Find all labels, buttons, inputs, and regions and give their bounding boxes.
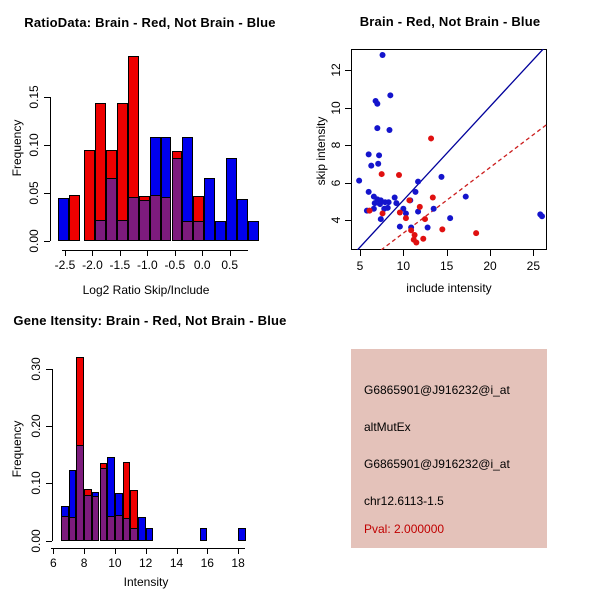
y-axis-tick [44, 193, 50, 194]
data-point-blue [447, 215, 453, 221]
y-tick-label: 0.10 [29, 471, 43, 495]
data-point-blue [385, 205, 391, 211]
hist-bar-blue [215, 221, 226, 241]
data-point-blue [438, 174, 444, 180]
data-point-red [406, 197, 412, 203]
y-axis-tick [46, 483, 52, 484]
x-axis-tick [92, 251, 93, 256]
y-axis-tick [46, 426, 52, 427]
x-tick-label: 8 [80, 556, 88, 570]
y-axis-line [50, 97, 51, 241]
y-tick-label: 0.15 [27, 85, 41, 109]
y-tick-label: 4 [329, 216, 343, 224]
scatter-plot-area [351, 49, 547, 250]
hist-bar-blue [204, 178, 215, 240]
y-tick-label: 8 [329, 141, 343, 149]
data-point-blue [392, 195, 398, 201]
hist-bar-overlap [61, 516, 69, 541]
hist-bar-overlap [76, 445, 84, 541]
x-axis-tick [65, 251, 66, 256]
x-axis-line [62, 250, 248, 251]
hist-bar-overlap [172, 158, 183, 241]
data-point-blue [431, 206, 437, 212]
data-point-blue [387, 92, 393, 98]
data-point-blue [463, 194, 469, 200]
x-tick-label: -2.0 [82, 258, 103, 272]
y-tick-label: 10 [329, 100, 343, 115]
hist-bar-overlap [92, 496, 100, 541]
data-point-red [403, 215, 409, 221]
y-axis-tick [44, 97, 50, 98]
scatter-title: Brain - Red, Not Brain - Blue [359, 14, 541, 29]
data-point-blue [397, 224, 403, 230]
hist-bar-blue [146, 528, 154, 541]
hist-bar-blue [200, 528, 208, 541]
x-tick-label: 5 [356, 259, 364, 273]
data-point-blue [386, 127, 392, 133]
data-point-red [397, 210, 403, 216]
data-point-blue [374, 101, 380, 107]
hist-bar-blue [238, 528, 246, 541]
x-axis-tick [147, 251, 148, 256]
probe-id-line: G6865901@J916232@i_at [364, 383, 510, 397]
x-tick-label: 0.0 [193, 258, 211, 272]
data-point-blue [393, 200, 399, 206]
x-tick-label: 16 [200, 556, 214, 570]
y-tick-label: 0.05 [27, 181, 41, 205]
pval-text: Pval: 2.000000 [364, 522, 445, 536]
hist-bar-overlap [193, 221, 204, 241]
data-point-blue [386, 199, 392, 205]
data-point-red [422, 216, 428, 222]
hist-bar-overlap [128, 197, 139, 241]
hist-bar-overlap [130, 528, 138, 541]
data-point-red [428, 135, 434, 141]
scatter-ylabel: skip intensity [314, 116, 328, 186]
data-point-blue [378, 216, 384, 222]
data-point-blue [380, 52, 386, 58]
data-point-red [420, 236, 426, 242]
hist-bar-red [84, 150, 95, 241]
data-point-red [417, 204, 423, 210]
y-tick-label: 12 [329, 63, 343, 77]
y-axis-tick [44, 145, 50, 146]
x-tick-label: 18 [231, 556, 245, 570]
y-tick-label: 0.00 [27, 229, 41, 253]
y-tick-label: 0.20 [29, 414, 43, 438]
info-box [351, 349, 547, 548]
event-type-line: altMutEx [364, 420, 411, 434]
hist-bar-overlap [95, 220, 106, 241]
x-tick-label: 12 [139, 556, 153, 570]
x-axis-tick [230, 251, 231, 256]
x-tick-label: 20 [483, 259, 497, 273]
data-point-blue [374, 125, 380, 131]
x-axis-tick [84, 549, 85, 554]
y-tick-label: 0.10 [27, 133, 41, 157]
hist-bar-overlap [117, 220, 128, 241]
brain-fit-line [381, 124, 547, 250]
data-point-red [379, 171, 385, 177]
gene-histogram-title: Gene Itensity: Brain - Red, Not Brain - Blue [13, 313, 287, 328]
hist-bar-overlap [107, 516, 115, 541]
x-axis-line [51, 548, 245, 549]
data-point-blue [372, 200, 378, 206]
ratio-histogram-ylabel: Frequency [10, 119, 24, 177]
data-point-blue [376, 152, 382, 158]
hist-bar-blue [226, 158, 237, 241]
x-tick-label: 6 [49, 556, 57, 570]
y-axis-tick [46, 369, 52, 370]
x-axis-tick [533, 250, 534, 256]
gene-histogram-ylabel: Frequency [10, 420, 24, 478]
data-point-red [396, 172, 402, 178]
x-tick-label: -0.5 [164, 258, 186, 272]
hist-bar-red [69, 195, 80, 241]
x-axis-tick [120, 251, 121, 256]
x-tick-label: 14 [169, 556, 184, 570]
hist-bar-overlap [139, 200, 150, 240]
y-axis-tick [46, 541, 52, 542]
hist-bar-blue [138, 517, 146, 541]
data-point-blue [366, 189, 372, 195]
hist-bar-blue [58, 198, 69, 240]
data-point-red [430, 195, 436, 201]
data-point-blue [539, 213, 545, 219]
data-point-red [380, 210, 386, 216]
y-axis-line [52, 369, 53, 541]
x-axis-tick [403, 250, 404, 256]
data-point-blue [377, 201, 383, 207]
x-axis-tick [360, 250, 361, 256]
hist-bar-blue [237, 199, 248, 240]
x-axis-tick [447, 250, 448, 256]
data-point-blue [366, 151, 372, 157]
hist-bar-overlap [69, 517, 77, 541]
x-axis-tick [490, 250, 491, 256]
x-axis-tick [207, 549, 208, 554]
x-axis-tick [53, 549, 54, 554]
x-axis-tick [177, 549, 178, 554]
x-tick-label: -1.5 [109, 258, 131, 272]
y-tick-label: 0.00 [29, 529, 43, 553]
chromosome-line: chr12.6113-1.5 [364, 494, 444, 508]
data-point-blue [356, 178, 362, 184]
x-tick-label: 10 [108, 556, 122, 570]
hist-bar-overlap [150, 195, 161, 241]
x-axis-tick [115, 549, 116, 554]
y-axis-tick [44, 241, 50, 242]
x-tick-label: 10 [396, 259, 410, 273]
hist-bar-overlap [106, 178, 117, 240]
hist-bar-overlap [84, 495, 92, 541]
scatter-xlabel: include intensity [406, 281, 492, 295]
x-axis-tick [175, 251, 176, 256]
hist-bar-overlap [161, 197, 172, 241]
x-tick-label: 15 [439, 259, 454, 273]
hist-bar-overlap [182, 221, 193, 241]
data-point-red [473, 230, 479, 236]
x-tick-label: -2.5 [54, 258, 76, 272]
ratio-histogram-xlabel: Log2 Ratio Skip/Include [82, 283, 210, 297]
probe-id-line-2: G6865901@J916232@i_at [364, 457, 510, 471]
gene-histogram-xlabel: Intensity [123, 575, 169, 589]
y-tick-label: 6 [329, 179, 343, 186]
x-axis-tick [238, 549, 239, 554]
data-point-red [367, 208, 373, 214]
data-point-blue [425, 225, 431, 231]
x-axis-tick [202, 251, 203, 256]
hist-bar-overlap [123, 518, 131, 541]
data-point-blue [412, 189, 418, 195]
hist-bar-overlap [115, 515, 123, 541]
x-tick-label: -1.0 [137, 258, 158, 272]
y-tick-label: 0.30 [29, 356, 43, 381]
x-axis-tick [146, 549, 147, 554]
data-point-red [439, 226, 445, 232]
data-point-blue [415, 179, 421, 185]
x-tick-label: 0.5 [221, 258, 239, 272]
data-point-blue [368, 163, 374, 169]
data-point-red [413, 240, 419, 246]
hist-bar-blue [248, 221, 259, 241]
x-tick-label: 25 [526, 259, 540, 273]
hist-bar-overlap [100, 468, 108, 540]
ratio-histogram-title: RatioData: Brain - Red, Not Brain - Blue [24, 15, 276, 30]
data-point-blue [375, 161, 381, 167]
